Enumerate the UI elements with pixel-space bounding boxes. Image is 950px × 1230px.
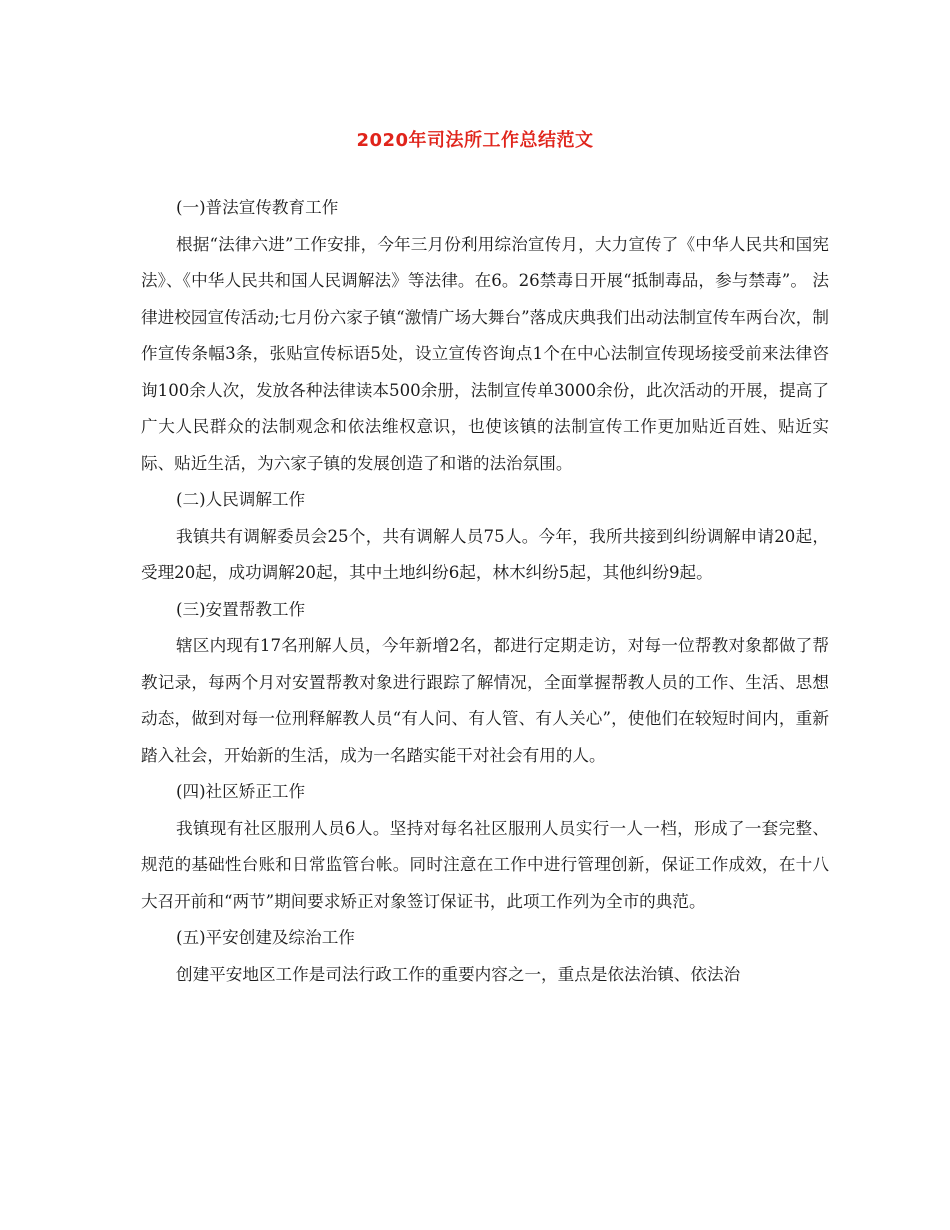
- section-paragraph-4: 我镇现有社区服刑人员6人。坚持对每名社区服刑人员实行一人一档，形成了一套完整、规范的基础性台账和日常监管台帐。同时注意在工作中进行管理创新，保证工作成效，在十八大召开前和“两节”期间要求矫正对象签订保证书，此项工作列为全市的典范。: [141, 818, 829, 911]
- section-heading-3: (三)安置帮教工作: [176, 599, 306, 619]
- document-title: 2020年司法所工作总结范文: [356, 130, 594, 151]
- section-heading-4: (四)社区矫正工作: [176, 782, 306, 801]
- section-paragraph-1: 根据“法律六进”工作安排，今年三月份利用综治宣传月，大力宣传了《中华人民共和国宪法》、《中华人民共和国人民调解法》等法律。在6。26禁毒日开展“抵制毒品，参与禁毒”。 法律进校园宣传活动;七月份六家子镇“激情广场大舞台”落成庆典我们出动法制宣传车两台次，制作宣传条幅3条，张贴宣传标语5处，设立宣传咨询点1个在中心法制宣传现场接受前来法律咨询100余人次，发放各种法律读本500余册，法制宣传单3000余份，此次活动的开展，提高了广大人民群众的法制观念和依法维权意识，也使该镇的法制宣传工作更加贴近百姓、贴近实际、贴近生活，为六家子镇的发展创造了和谐的法治氛围。: [141, 234, 829, 473]
- section-heading-2: (二)人民调解工作: [176, 490, 306, 509]
- section-paragraph-3: 辖区内现有17名刑解人员，今年新增2名，都进行定期走访，对每一位帮教对象都做了帮教记录，每两个月对安置帮教对象进行跟踪了解情况，全面掌握帮教人员的工作、生活、思想动态，做到对每一位刑释解教人员“有人问、有人管、有人关心”，使他们在较短时间内，重新踏入社会，开始新的生活，成为一名踏实能干对社会有用的人。: [141, 636, 829, 765]
- section-paragraph-2: 我镇共有调解委员会25个，共有调解人员75人。今年，我所共接到纠纷调解申请20起，受理20起，成功调解20起，其中土地纠纷6起，林木纠纷5起，其他纠纷9起。: [141, 526, 829, 582]
- document-body: [141, 190, 829, 993]
- section-heading-5: (五)平安创建及综治工作: [176, 928, 355, 947]
- section-paragraph-5: 创建平安地区工作是司法行政工作的重要内容之一，重点是依法治镇、依法治: [176, 964, 741, 984]
- section-heading-1: (一)普法宣传教育工作: [176, 198, 339, 217]
